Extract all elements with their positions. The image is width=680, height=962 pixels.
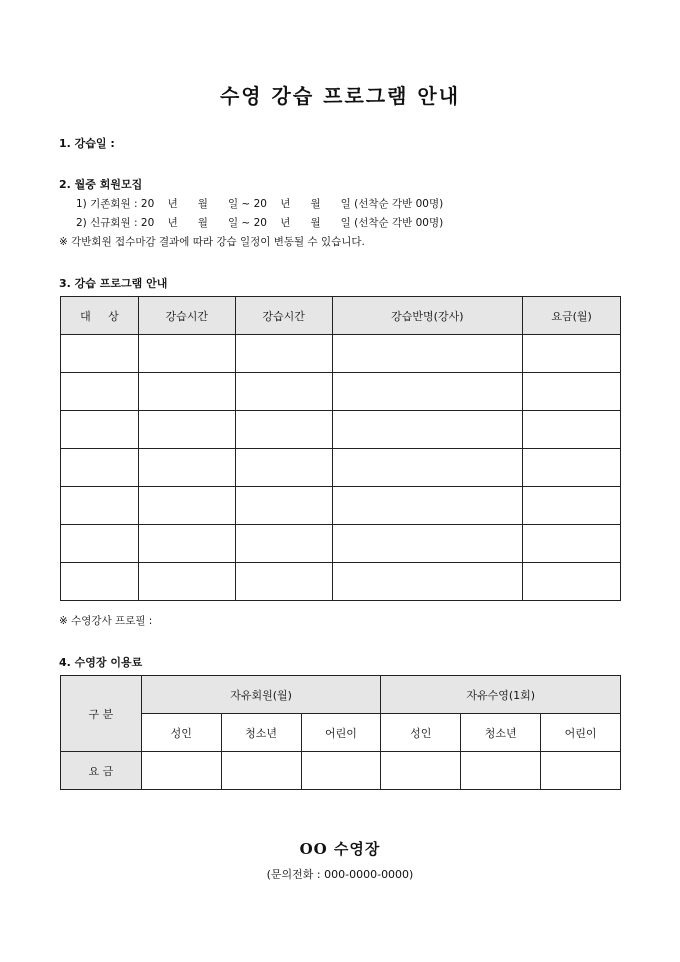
existing-member-line: 1) 기존회원 : 20 년 월 일 ~ 20 년 월 일 (선착순 각반 00명)	[76, 198, 444, 210]
fee-row	[61, 752, 621, 790]
fee-cell[interactable]	[381, 752, 461, 790]
group-free-member: 자유회원(월)	[141, 676, 381, 714]
table-cell[interactable]	[523, 449, 621, 487]
new-member-line: 2) 신규회원 : 20 년 월 일 ~ 20 년 월 일 (선착순 각반 00명)	[76, 217, 444, 229]
table-cell[interactable]	[523, 411, 621, 449]
table-row	[61, 411, 621, 449]
table-cell[interactable]	[235, 335, 332, 373]
fee-cell[interactable]	[221, 752, 301, 790]
header-class-name: 강습반명(강사)	[332, 297, 523, 335]
table-cell[interactable]	[61, 525, 139, 563]
table-cell[interactable]	[61, 411, 139, 449]
instructor-profile-note: ※ 수영강사 프로필 :	[59, 615, 153, 627]
section3-heading: 3. 강습 프로그램 안내	[59, 277, 168, 290]
group-free-swim: 자유수영(1회)	[381, 676, 621, 714]
table-cell[interactable]	[138, 335, 235, 373]
fee-table-group-row	[61, 676, 621, 714]
fee-table-sub-row	[61, 714, 621, 752]
table-row	[61, 487, 621, 525]
table-cell[interactable]	[61, 449, 139, 487]
sub-youth: 청소년	[221, 714, 301, 752]
table-cell[interactable]	[61, 335, 139, 373]
header-class-time-2: 강습시간	[235, 297, 332, 335]
table-cell[interactable]	[61, 563, 139, 601]
table-cell[interactable]	[523, 563, 621, 601]
sub-adult-2: 성인	[381, 714, 461, 752]
table-cell[interactable]	[332, 411, 523, 449]
table-cell[interactable]	[523, 335, 621, 373]
sub-child: 어린이	[301, 714, 381, 752]
table-cell[interactable]	[61, 373, 139, 411]
sub-child-2: 어린이	[541, 714, 621, 752]
table-cell[interactable]	[332, 449, 523, 487]
table-cell[interactable]	[138, 525, 235, 563]
table-cell[interactable]	[523, 525, 621, 563]
table-cell[interactable]	[138, 487, 235, 525]
fee-cell[interactable]	[461, 752, 541, 790]
fee-cell[interactable]	[541, 752, 621, 790]
program-table-header-row	[61, 297, 621, 335]
table-cell[interactable]	[235, 487, 332, 525]
fee-label: 요 금	[61, 752, 142, 790]
table-cell[interactable]	[138, 563, 235, 601]
sub-adult: 성인	[141, 714, 221, 752]
table-cell[interactable]	[332, 563, 523, 601]
fee-cell[interactable]	[141, 752, 221, 790]
table-cell[interactable]	[235, 411, 332, 449]
pool-name: OO 수영장	[299, 840, 381, 858]
table-cell[interactable]	[138, 373, 235, 411]
table-cell[interactable]	[235, 525, 332, 563]
table-cell[interactable]	[138, 449, 235, 487]
table-cell[interactable]	[523, 487, 621, 525]
header-target: 대 상	[61, 297, 139, 335]
contact-phone: (문의전화 : 000-0000-0000)	[266, 868, 414, 881]
table-row	[61, 373, 621, 411]
page-title: 수영 강습 프로그램 안내	[219, 84, 461, 108]
table-cell[interactable]	[332, 525, 523, 563]
table-cell[interactable]	[138, 411, 235, 449]
table-row	[61, 525, 621, 563]
header-fee: 요금(월)	[523, 297, 621, 335]
fee-table	[60, 675, 621, 790]
section1-heading: 1. 강습일 :	[59, 137, 115, 150]
table-cell[interactable]	[332, 373, 523, 411]
section4-heading: 4. 수영장 이용료	[59, 656, 143, 669]
table-cell[interactable]	[235, 373, 332, 411]
schedule-note: ※ 각반회원 접수마감 결과에 따라 강습 일정이 변동될 수 있습니다.	[59, 236, 365, 248]
program-table	[60, 296, 621, 601]
table-cell[interactable]	[523, 373, 621, 411]
header-class-time: 강습시간	[138, 297, 235, 335]
row-header-category: 구 분	[61, 676, 142, 752]
table-cell[interactable]	[332, 335, 523, 373]
table-cell[interactable]	[235, 449, 332, 487]
table-cell[interactable]	[61, 487, 139, 525]
table-row	[61, 563, 621, 601]
table-row	[61, 449, 621, 487]
section2-heading: 2. 월중 회원모집	[59, 178, 143, 191]
sub-youth-2: 청소년	[461, 714, 541, 752]
table-cell[interactable]	[332, 487, 523, 525]
table-row	[61, 335, 621, 373]
fee-cell[interactable]	[301, 752, 381, 790]
table-cell[interactable]	[235, 563, 332, 601]
